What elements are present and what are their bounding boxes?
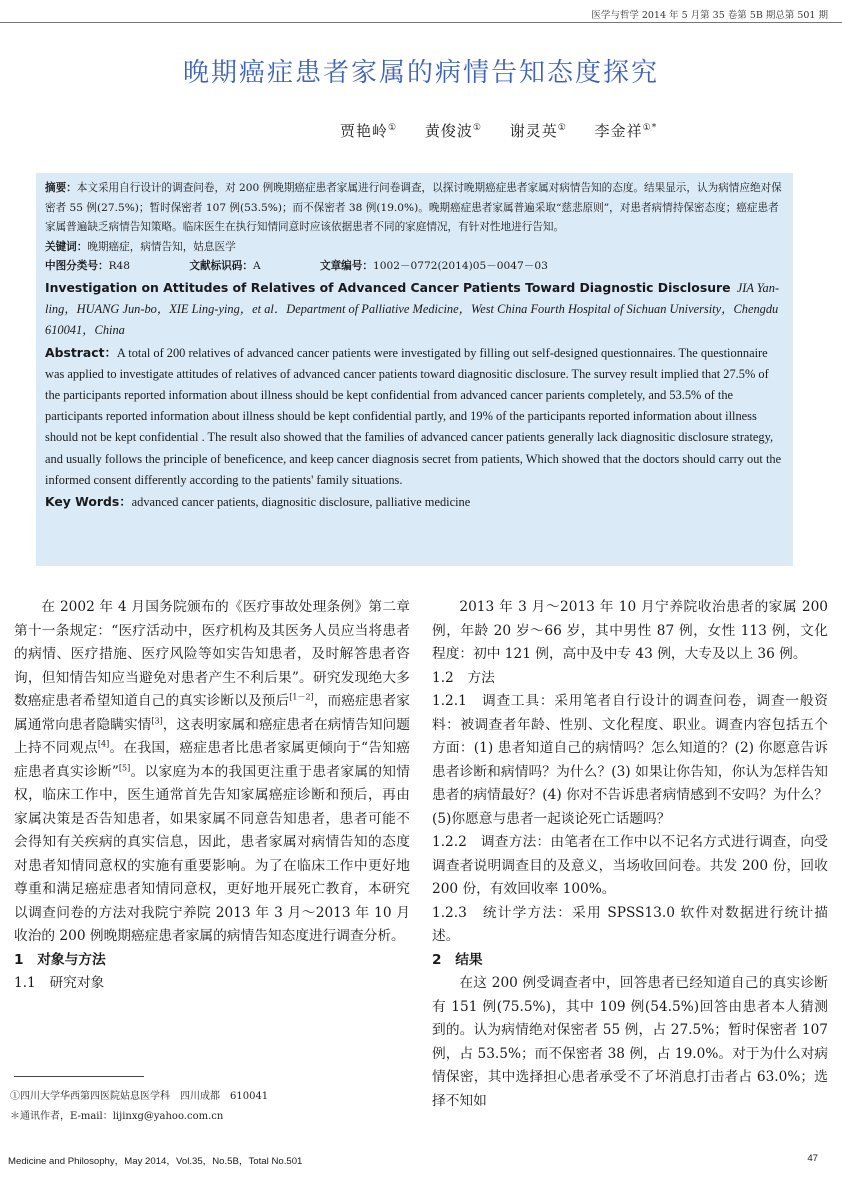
abstract-text: 本文采用自行设计的调查问卷，对 200 例晚期癌症患者家属进行问卷调查，以探讨晚期癌症患者家属对病情告知的态度。结果显示，认为病情应绝对保密者 55 例(27.5%)；暂时保密者 107 例(53.5%)；而不保密者 38 例(19.0%)。晚期癌症患者家属普遍采取“慈悲原则”，对患者病情持保密态度；癌症患者家属普遍缺乏病情告知策略。临床医生在执行知情同意时应该依据患者不同的家庭情况，有针对性地进行告知。 bbox=[45, 182, 782, 234]
footnote-corresponding: ＊通讯作者，E-mail：lijinxg@yahoo.com.cn bbox=[10, 1111, 224, 1122]
journal-footer: Medicine and Philosophy，May 2014，Vol.35，No.5B，Total No.501 bbox=[8, 1156, 303, 1167]
keywords-en-text: advanced cancer patients, diagnositic disclosure, palliative medicine bbox=[131, 495, 471, 509]
footnote-affiliation: ①四川大学华西第四医院姑息医学科 四川成都 610041 bbox=[10, 1091, 269, 1102]
citation: [4] bbox=[97, 739, 110, 749]
left-column bbox=[14, 596, 410, 996]
running-header: 医学与哲学 2014 年 5 月第 35 卷第 5B 期总第 501 期 bbox=[591, 10, 828, 21]
text-run: 在 2002 年 4 月国务院颁布的《医疗事故处理条例》第二章第十一条规定：“医疗活动中，医疗机构及其医务人员应当将患者的病情、医疗措施、医疗风险等如实告知患者，及时解答患者咨询，但知情告知应当避免对患者产生不利后果”。研究发现绝大多数癌症患者希望知道自己的真实诊断以及预后 bbox=[14, 599, 410, 709]
author-mark: ① bbox=[557, 123, 567, 133]
keywords-label: 关键词： bbox=[45, 240, 88, 253]
doc-code-label: 文献标识码： bbox=[189, 260, 253, 273]
author-name: 李金祥 bbox=[594, 122, 643, 140]
citation: [5] bbox=[118, 762, 131, 772]
author bbox=[340, 122, 397, 140]
abstract-en bbox=[45, 342, 784, 491]
classification-line bbox=[45, 257, 784, 277]
english-title-block bbox=[45, 277, 784, 342]
paper-title: 晚期癌症患者家属的病情告知态度探究 bbox=[182, 58, 659, 88]
abstract-box bbox=[36, 173, 793, 566]
author-name: 黄俊波 bbox=[424, 122, 473, 140]
keywords-en bbox=[45, 491, 784, 513]
intro-paragraph bbox=[14, 596, 410, 949]
abstract-en-label: Abstract： bbox=[45, 344, 117, 360]
subsection-heading: 1.2 方法 bbox=[432, 669, 495, 686]
right-column bbox=[432, 596, 828, 1113]
article-no-label: 文章编号： bbox=[320, 260, 373, 273]
author-list bbox=[0, 120, 842, 141]
keywords-text: 晚期癌症，病情告知，姑息医学 bbox=[87, 240, 236, 253]
subsection-heading: 1.1 研究对象 bbox=[14, 975, 105, 991]
paragraph: 1.2.1 调查工具：采用笔者自行设计的调查问卷，调查一般资料：被调查者年龄、性别、文化程度、职业。调查内容包括五个方面：(1) 患者知道自己的病情吗？怎么知道的？(2) 你愿意告诉患者诊断和病情吗？为什么？(3) 如果让你告知，你认为怎样告知患者的病情最好？(4) 你对不告诉患者病情感到不安吗？为什么？(5)你愿意与患者一起谈论死亡话题吗？ bbox=[432, 693, 828, 827]
abstract-en-text: A total of 200 relatives of advanced cancer patients were investigated by filling out self-designed questionnaires. The questionnaire was applied to investigate attitudes of relatives of advanced cancer patients toward diagnositic disclosure. The survey result implied that 27.5% of the participants reported information about illness should be kept confidential from advanced cancer parients completely, and 53.5% of the participants reported information about illness should be kept confidential partly, and 19% of the participants reported information about illness should not be kept confidential . The result also showed that the families of advanced cancer patients generally lack diagnositic disclosure strategy, and usually follows the principle of beneficence, and keep cancer diagnosis secret from patients, Which showed that the doctors should carry out the informed consent differently according to the patients' family situations. bbox=[45, 345, 782, 487]
clc bbox=[45, 260, 158, 272]
author-name: 贾艳岭 bbox=[340, 122, 389, 140]
section-heading: 1 对象与方法 bbox=[14, 951, 106, 968]
page-number: 47 bbox=[807, 1153, 818, 1164]
section-heading: 2 结果 bbox=[432, 951, 483, 968]
author-mark: ① bbox=[472, 123, 482, 133]
english-title: Investigation on Attitudes of Relatives of Advanced Cancer Patients Toward Diagnostic Disclosure bbox=[45, 279, 731, 295]
paragraph: 1.2.2 调查方法：由笔者在工作中以不记名方式进行调查，向受调查者说明调查目的及意义，当场收回问卷。共发 200 份，回收 200 份，有效回收率 100%。 bbox=[432, 834, 828, 897]
text-run: 。在我国，癌症患者比患者家属更倾向于“告知癌症患者真实诊断” bbox=[14, 740, 410, 780]
author bbox=[510, 122, 567, 140]
english-authors: JIA Yan-ling，HUANG Jun-bo，XIE Ling-ying，et al．Department of Palliative Medicine，West China Fourth Hospital of Sichuan University，Chengdu 610041，China bbox=[45, 280, 780, 338]
author-mark: ①* bbox=[642, 123, 658, 133]
author-name: 谢灵英 bbox=[509, 122, 558, 140]
text-run: ，这表明家属和癌症患者在病情告知问题上持不同观点 bbox=[14, 716, 410, 756]
text-run: ，而癌症患者家属通常向患者隐瞒实情 bbox=[14, 693, 410, 733]
paragraph: 在这 200 例受调查者中，回答患者已经知道自己的真实诊断有 151 例(75.5%)，其中 109 例(54.5%)回答由患者本人猜测到的。认为病情绝对保密者 55 例，占 27.5%；暂时保密者 107 例，占 53.5%；而不保密者 38 例，占 19.0%。对于为什么对病情保密，其中选择担心患者承受不了坏消息打击者占 63.0%；选择不知如 bbox=[432, 975, 828, 1109]
article-no bbox=[320, 260, 576, 272]
footnote-rule bbox=[14, 1076, 144, 1077]
author bbox=[425, 122, 482, 140]
clc-value: R48 bbox=[108, 260, 131, 273]
keywords-zh bbox=[45, 238, 784, 258]
author-mark: ① bbox=[388, 123, 398, 133]
text-run: 。以家庭为本的我国更注重于患者家属的知情权，临床工作中，医生通常首先告知家属癌症诊断和预后，再由家属决策是否告知患者，如果家属不同意告知患者，患者可能不会得知有关疾病的真实信息，因此，患者家属对病情告知的态度对患者知情同意权的实施有重要影响。为了在临床工作中更好地尊重和满足癌症患者知情同意权，更好地开展死亡教育，本研究以调查问卷的方法对我院宁养院 2013 年 3 月～2013 年 10 月收治的 200 例晚期癌症患者家属的病情告知态度进行调查分析。 bbox=[14, 763, 410, 944]
header-rule bbox=[0, 22, 842, 23]
doc-code bbox=[189, 260, 288, 272]
author bbox=[595, 122, 658, 140]
paragraph: 2013 年 3 月～2013 年 10 月宁养院收治患者的家属 200 例，年龄 20 岁～66 岁，其中男性 87 例，女性 113 例，文化程度：初中 121 例，高中及中专 43 例，大专及以上 36 例。 bbox=[432, 599, 828, 662]
doc-code-value: A bbox=[252, 260, 261, 273]
citation: [1－2] bbox=[289, 692, 314, 702]
article-no-value: 1002－0772(2014)05－0047－03 bbox=[372, 260, 548, 273]
paragraph: 1.2.3 统计学方法：采用 SPSS13.0 软件对数据进行统计描述。 bbox=[432, 904, 828, 944]
keywords-en-label: Key Words： bbox=[45, 494, 132, 509]
abstract-zh bbox=[45, 179, 784, 238]
citation: [3] bbox=[151, 715, 163, 725]
abstract-label: 摘要： bbox=[45, 182, 77, 194]
clc-label: 中图分类号： bbox=[45, 260, 109, 273]
